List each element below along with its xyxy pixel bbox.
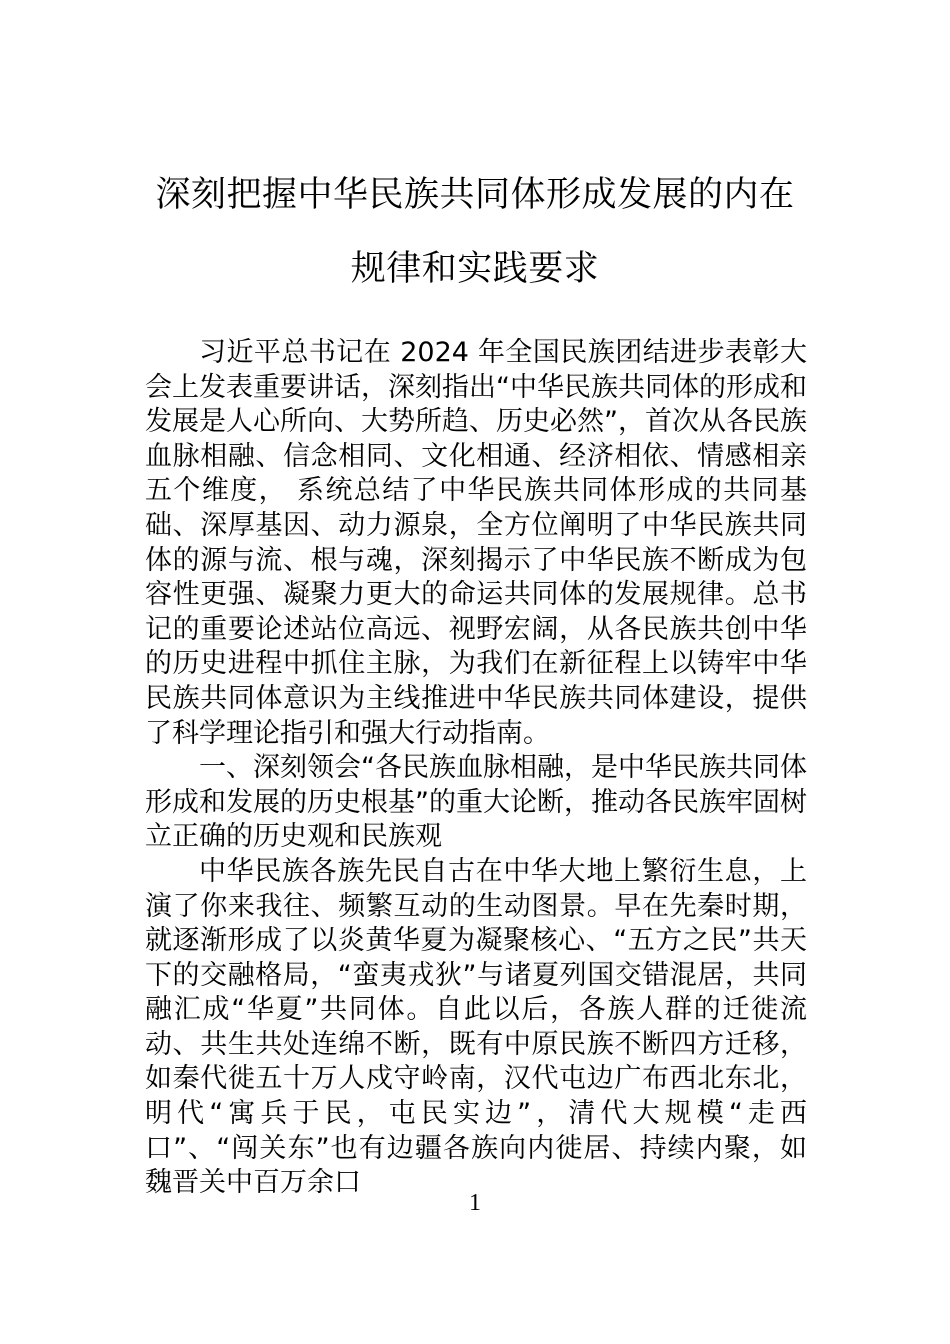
paragraph-section-1: 中华民族各族先民自古在中华大地上繁衍生息，上演了你来我往、频繁互动的生动图景。早在先秦时期，就逐渐形成了以炎黄华夏为凝聚核心、“五方之民”共天下的交融格局，“蛮夷戎狄”与诸夏列国交错混居，共同融汇成“华夏”共同体。自此以后，各族人群的迁徙流动、共生共处连绵不断，既有中原民族不断四方迁移，如秦代徙五十万人戍守岭南，汉代屯边广布西北东北，明代“寓兵于民，屯民实边”，清代大规模“走西口”、“闯关东”也有边疆各族向内徙居、持续内聚，如魏晋关中百万余口 [145,855,807,1199]
document-body [145,336,807,1201]
section-heading-1: 一、深刻领会“各民族血脉相融，是中华民族共同体形成和发展的历史根基”的重大论断，推动各民族牢固树立正确的历史观和民族观 [145,752,807,853]
document-title [130,158,820,306]
title-line-2: 规律和实践要求 [350,249,600,289]
title-line-1: 深刻把握中华民族共同体形成发展的内在 [155,175,795,215]
page-number: 1 [469,1190,481,1216]
paragraph-intro: 习近平总书记在 2024 年全国民族团结进步表彰大会上发表重要讲话，深刻指出“中华民族共同体的形成和发展是人心所向、大势所趋、历史必然”，首次从各民族血脉相融、信念相同、文化相通、经济相依、情感相亲五个维度， 系统总结了中华民族共同体形成的共同基础、深厚基因、动力源泉，全方位阐明了中华民族共同体的源与流、根与魂，深刻揭示了中华民族不断成为包容性更强、凝聚力更大的命运共同体的发展规律。总书记的重要论述站位高远、视野宏阔，从各民族共创中华的历史进程中抓住主脉，为我们在新征程上以铸牢中华民族共同体意识为主线推进中华民族共同体建设，提供了科学理论指引和强大行动指南。 [145,337,807,749]
